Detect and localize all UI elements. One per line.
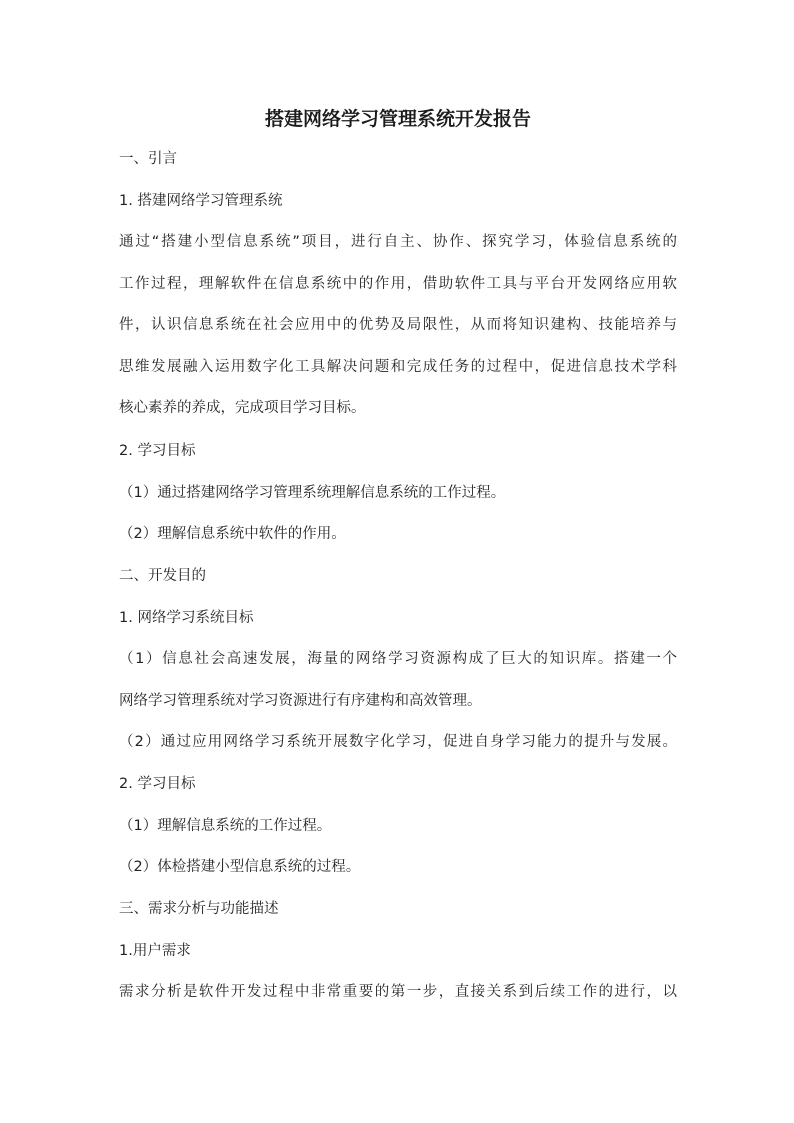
section-2-sub-2-heading: 2. 学习目标 bbox=[119, 776, 196, 792]
paragraph-line: 思维发展融入运用数字化工具解决问题和完成任务的过程中，促进信息技术学科 bbox=[119, 358, 677, 375]
paragraph-line: 件，认识信息系统在社会应用中的优势及局限性，从而将知识建构、技能培养与 bbox=[119, 317, 677, 333]
section-3-heading: 三、需求分析与功能描述 bbox=[119, 901, 279, 917]
paragraph-line: （1）信息社会高速发展，海量的网络学习资源构成了巨大的知识库。搭建一个 bbox=[119, 651, 677, 667]
paragraph-line: 工作过程，理解软件在信息系统中的作用，借助软件工具与平台开发网络应用软 bbox=[119, 275, 677, 292]
paragraph-line: 通过“搭建小型信息系统”项目，进行自主、协作、探究学习，体验信息系统的 bbox=[119, 234, 677, 250]
section-1-paragraph bbox=[119, 222, 677, 430]
section-3-paragraph bbox=[119, 972, 677, 1014]
section-3-sub-1-heading: 1.用户需求 bbox=[119, 943, 191, 959]
paragraph-line: 核心素养的养成，完成项目学习目标。 bbox=[119, 400, 366, 416]
section-2-goal-item: （1）理解信息系统的工作过程。 bbox=[119, 818, 332, 834]
section-1-goal-item: （1）通过搭建网络学习管理系统理解信息系统的工作过程。 bbox=[119, 485, 506, 501]
section-1-heading: 一、引言 bbox=[119, 151, 177, 167]
section-2-item-1 bbox=[119, 639, 677, 722]
section-2-goal-item: （2）体检搭建小型信息系统的过程。 bbox=[119, 859, 361, 875]
section-1-sub-1-heading: 1. 搭建网络学习管理系统 bbox=[119, 193, 283, 209]
section-1-sub-2-heading: 2. 学习目标 bbox=[119, 443, 196, 459]
section-2-heading: 二、开发目的 bbox=[119, 568, 206, 584]
paragraph-line: （2）通过应用网络学习系统开展数字化学习，促进自身学习能力的提升与发展。 bbox=[119, 734, 677, 750]
document-title: 搭建网络学习管理系统开发报告 bbox=[264, 108, 531, 130]
section-1-goal-item: （2）理解信息系统中软件的作用。 bbox=[119, 526, 346, 542]
paragraph-line: 需求分析是软件开发过程中非常重要的第一步，直接关系到后续工作的进行，以 bbox=[119, 984, 677, 1000]
paragraph-line: 网络学习管理系统对学习资源进行有序建构和高效管理。 bbox=[119, 692, 482, 709]
section-2-item-2 bbox=[119, 722, 677, 764]
section-2-sub-1-heading: 1. 网络学习系统目标 bbox=[119, 610, 254, 626]
